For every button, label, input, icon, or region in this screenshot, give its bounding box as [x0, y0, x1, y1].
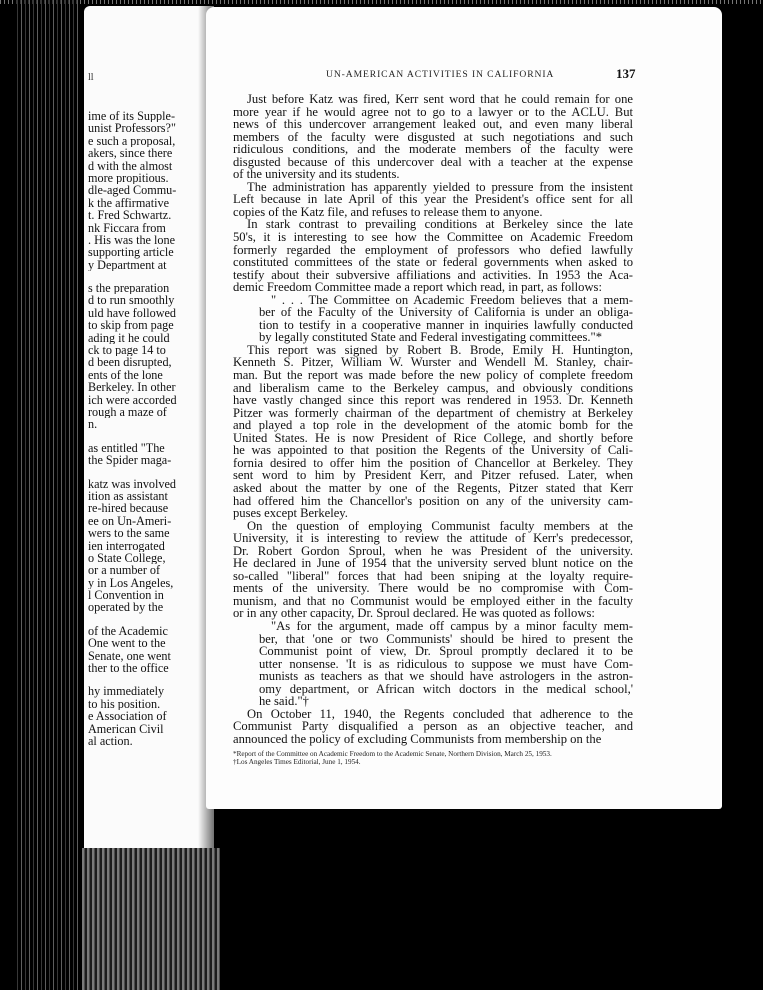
left-page-line: o State College, [88, 551, 166, 565]
text-line: munism, and that no Communist would be employed either in the faculty [233, 593, 633, 608]
left-page-line: katz was involved [88, 477, 176, 490]
text-line: This report was signed by Robert B. Brode, Emily H. Huntington, [247, 342, 633, 357]
text-line: Communist point of view, Dr. Sproul promptly declared it to be [259, 644, 633, 659]
left-page-line: ading it he could [88, 331, 170, 345]
text-line: ridiculous conditions, and the moderate members of the faculty were [233, 142, 633, 157]
left-page-line: s the preparation [88, 282, 170, 295]
text-line: and played a top role in the development of the atomic bomb for the [233, 418, 633, 433]
left-page-line: y in Los Angeles, [88, 576, 174, 590]
text-line: "As for the argument, made off campus by a minor faculty mem- [271, 618, 633, 633]
scan-edge-dots [0, 0, 763, 4]
text-line: he was appointed to that position the Regents of the University of Cali- [233, 443, 633, 458]
text-line: Communist Party disqualified a person as an objective teacher, and [233, 719, 633, 734]
text-line: Left because in late April of this year the President's office sent for all [233, 192, 633, 207]
text-line: Pitzer was formerly chairman of the department of chemistry at Berkeley [233, 405, 633, 420]
left-page-line: e Association of [88, 710, 167, 723]
left-page-line: ee on Un-Ameri- [88, 514, 172, 528]
text-line: man. But the report was made before the new policy of complete freedom [233, 368, 633, 383]
text-line: testify about their subversive affiliations and activities. In 1953 the Aca- [233, 267, 633, 282]
left-page-line: or a number of [88, 564, 161, 577]
left-page-line: d with the almost [88, 159, 173, 172]
text-line: copies of the Katz file, and refuses to release them to anyone. [233, 204, 543, 219]
text-line: On the question of employing Communist faculty members at the [247, 518, 633, 533]
text-line: tion to testify in a cooperative manner in inquiries lawfully conducted [259, 317, 633, 332]
left-page-line: unist Professors?" [88, 122, 176, 135]
text-line: munists as teachers as that we should have astrologers in the astron- [259, 669, 633, 684]
left-page-line: One went to the [88, 637, 166, 650]
left-page-line: nk Ficcara from [88, 221, 166, 234]
left-page-line: rough a maze of [88, 405, 167, 419]
text-line: ments of the university. There would be no compromise with Com- [233, 581, 633, 596]
left-page-line: hy immediately [88, 685, 165, 698]
text-line: of the university and its students. [233, 167, 400, 182]
text-line: by legally constituted State and Federal investigating committees."* [259, 330, 602, 345]
left-page-line: l Convention in [88, 589, 164, 602]
text-line: On October 11, 1940, the Regents concluded that adherence to the [247, 706, 633, 721]
left-page-line: wers to the same [88, 527, 170, 540]
text-line: ber of the Faculty of the University of California is under an obliga- [259, 305, 633, 320]
text-line: ber, that 'one or two Communists' should be hired to present the [259, 631, 633, 646]
left-page-line: operated by the [88, 601, 164, 614]
left-page-line: as entitled "The [88, 441, 165, 455]
text-line: In stark contrast to prevailing conditions at Berkeley since the late [247, 217, 633, 232]
left-page-line: ents of the lone [88, 368, 163, 382]
left-page-line: American Civil [88, 722, 164, 735]
left-page-line [88, 614, 214, 625]
left-page-line: more propitious. [88, 171, 169, 185]
text-line: more year if he would agree not to go to a lawyer or to the ACLU. But [233, 104, 633, 119]
page-number: 137 [616, 66, 636, 81]
text-line: have vastly changed since this report was rendered in 1953. Dr. Kenneth [233, 393, 633, 408]
left-page-line [88, 431, 214, 442]
text-line: puses except Berkeley. [233, 506, 348, 521]
left-page-line: re-hired because [88, 502, 169, 515]
running-head: UN-AMERICAN ACTIVITIES IN CALIFORNIA [326, 69, 555, 80]
left-page-line: to his position. [88, 697, 161, 711]
text-line: He declared in June of 1954 that the university served blunt notice on the [233, 556, 633, 571]
text-line: sent word to him by President Kerr, and Pitzer refused. Later, when [233, 468, 633, 483]
left-page-line: k the affirmative [88, 196, 169, 210]
text-line: 50's, it is interesting to see how the Committee on Academic Freedom [233, 230, 633, 245]
text-line: United States. He is now President of Rice College, and shortly before [233, 430, 633, 445]
footnote: †Los Angeles Times Editorial, June 1, 1954. [233, 758, 361, 767]
text-line: demic Freedom Committee made a report which read, in part, as follows: [233, 280, 602, 295]
spine-strip [82, 848, 220, 990]
text-line: formerly regarded the employment of professors who defied lawfully [233, 242, 633, 257]
left-page-line [88, 674, 214, 685]
left-page [84, 6, 214, 848]
text-line: Kenneth S. Pitzer, William W. Wurster and Wendell M. Stanley, chair- [233, 355, 633, 370]
left-page-line: e such a proposal, [88, 134, 176, 148]
text-line: so-called "liberal" forces that had been sniping at the loyalty require- [233, 568, 633, 583]
left-page-line: . His was the lone [88, 233, 175, 247]
text-line: The administration has apparently yielded to pressure from the insistent [247, 179, 633, 194]
text-line: or in any other capacity, Dr. Sproul declared. He was quoted as follows: [233, 606, 595, 621]
left-page-line: d to run smoothly [88, 294, 175, 307]
left-page-corner-mark: ll [88, 72, 94, 83]
left-page-line: ther to the office [88, 662, 169, 675]
text-line: omy department, or African witch doctors in the medical school,' [259, 681, 633, 696]
left-page-line: t. Fred Schwartz. [88, 209, 172, 222]
left-page-line: ich were accorded [88, 393, 177, 406]
text-line: asked about the matter by one of the Regents, Pitzer stated that Kerr [233, 480, 633, 495]
left-page-line: ition as assistant [88, 489, 168, 503]
left-page-line: n. [88, 418, 98, 431]
footnotes [233, 750, 633, 767]
left-page-line: ien interrogated [88, 539, 165, 552]
text-line: and liberalism came to the Berkeley campus, and obviously conditions [233, 380, 633, 395]
left-page-line [88, 467, 214, 478]
text-line: utter nonsense. 'It is as ridiculous to suppose we must have Com- [259, 656, 633, 671]
text-line: constituted committees of the state or federal governments when asked to [233, 255, 633, 270]
left-page-text [88, 110, 214, 747]
left-page-line: supporting article [88, 246, 174, 259]
left-page-line: ck to page 14 to [88, 344, 166, 357]
left-page-line: to skip from page [88, 319, 174, 332]
text-line: disgusted because of this undercover deal with a teacher at the expense [233, 154, 633, 169]
scan-margin-noise [14, 0, 80, 990]
text-line: " . . . The Committee on Academic Freedom believes that a mem- [271, 292, 633, 307]
left-page-line: d been disrupted, [88, 356, 172, 369]
left-page-line: Senate, one went [88, 649, 171, 663]
text-line: had offered him the Chancellor's position on any of the university cam- [233, 493, 633, 508]
text-line: he said."† [259, 694, 309, 709]
text-line: members of the faculty were disgusted at such negotiations and such [233, 129, 633, 144]
text-line: Dr. Robert Gordon Sproul, when he was President of the university. [233, 543, 633, 558]
left-page-line: of the Academic [88, 624, 168, 638]
body-text [233, 93, 633, 745]
text-line: fornia desired to offer him the position of Chancellor at Berkeley. They [233, 455, 633, 470]
footnote: *Report of the Committee on Academic Freedom to the Academic Senate, Northern Division, March 25, 1953. [233, 750, 552, 758]
left-page-line: al action. [88, 734, 133, 748]
left-page-line: Berkeley. In other [88, 381, 176, 394]
left-page-line: the Spider maga- [88, 454, 172, 467]
text-line: announced the policy of excluding Communists from membership on the [233, 731, 602, 746]
text-line: Just before Katz was fired, Kerr sent word that he could remain for one [247, 92, 633, 106]
text-line: news of this undercover arrangement leaked out, and even many liberal [233, 117, 633, 132]
left-page-line: dle-aged Commu- [88, 184, 177, 197]
left-page-line: ime of its Supple- [88, 110, 175, 123]
left-page-line: uld have followed [88, 306, 176, 320]
left-page-line [88, 271, 214, 282]
left-page-line: y Department at [88, 258, 167, 272]
left-page-line: akers, since there [88, 147, 173, 160]
text-line: University, it is interesting to review the attitude of Kerr's predecessor, [233, 531, 633, 546]
